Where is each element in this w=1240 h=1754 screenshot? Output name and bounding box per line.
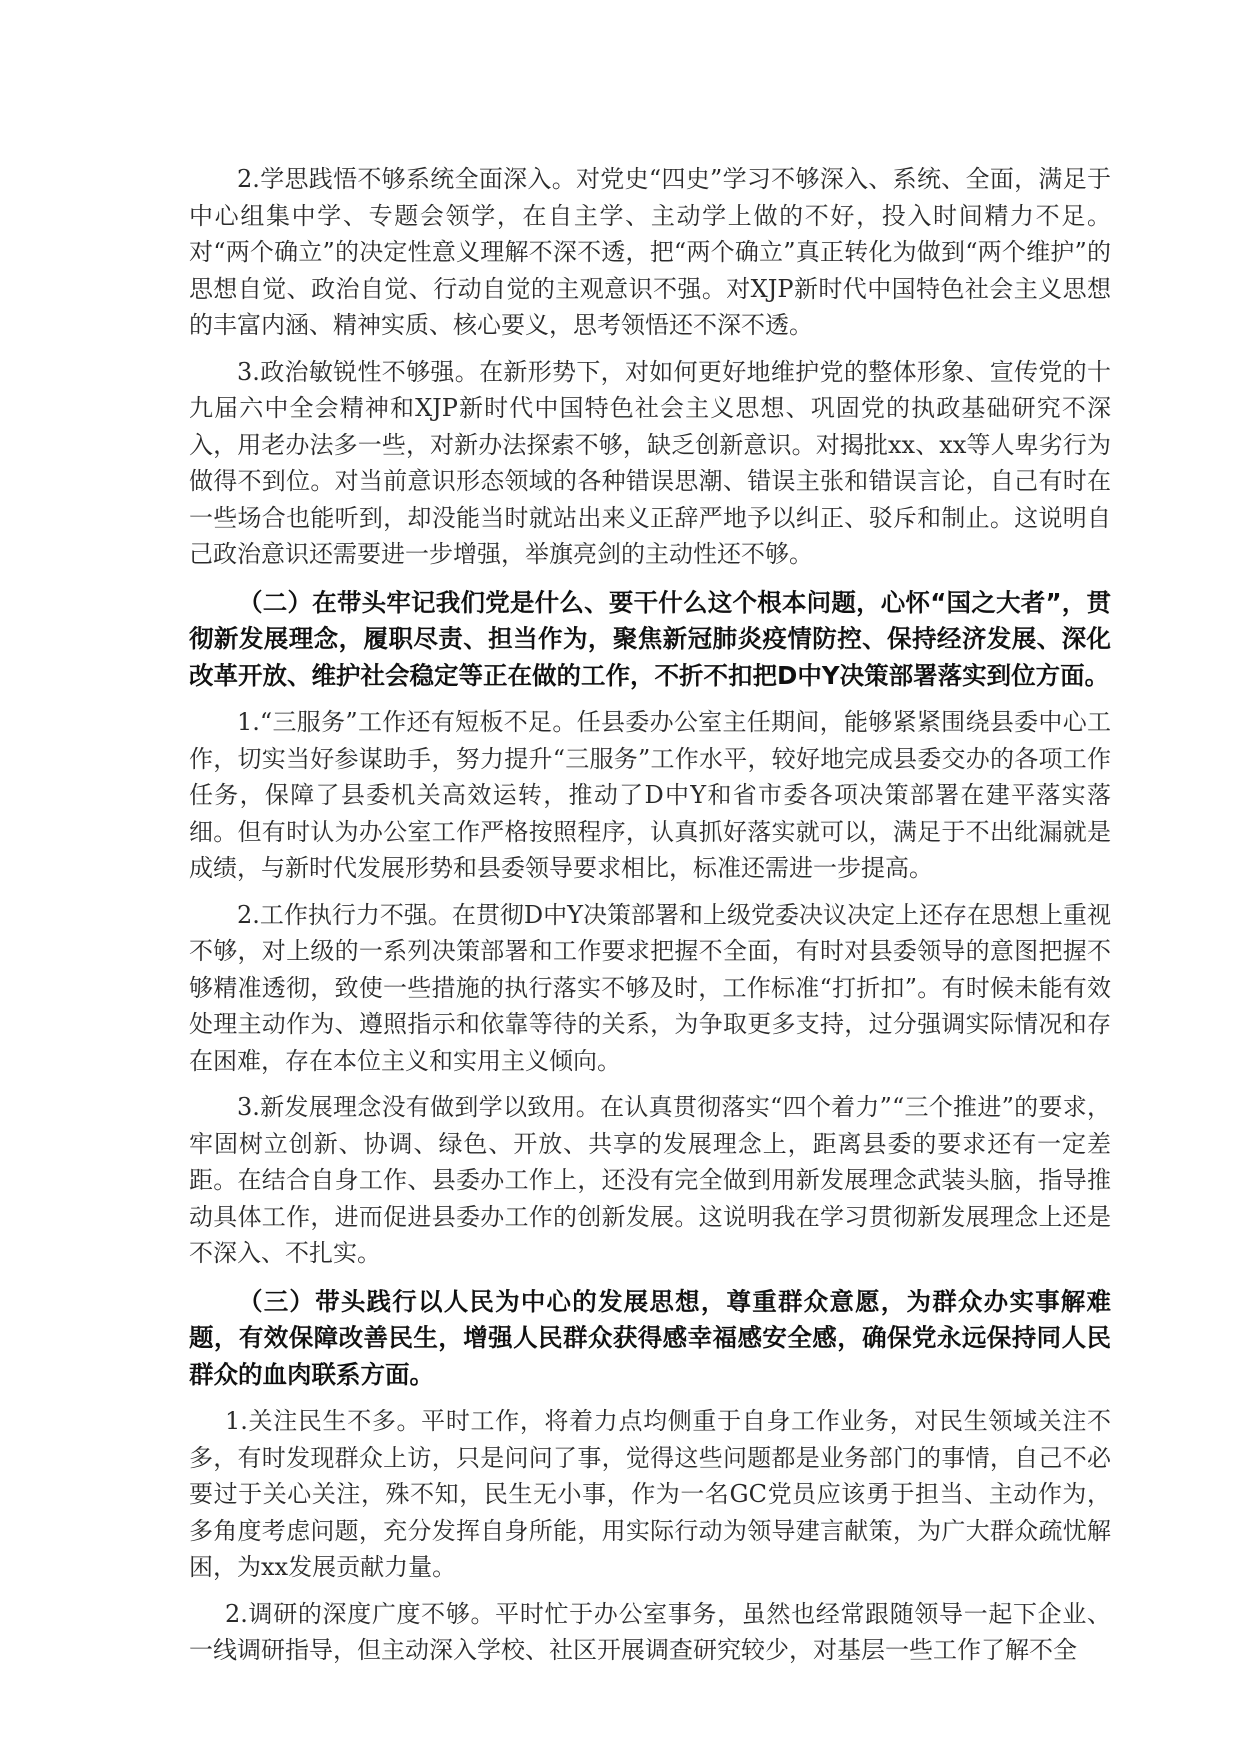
paragraph-political-sensitivity: 3.政治敏锐性不够强。在新形势下，对如何更好地维护党的整体形象、宣传党的十九届六中全会精神和XJP新时代中国特色社会主义思想、巩固党的执政基础研究不深入，用老办法多一些，对新办法探索不够，缺乏创新意识。对揭批xx、xx等人卑劣行为做得不到位。对当前意识形态领域的各种错误思潮、错误主张和错误言论，自己有时在一些场合也能听到，却没能当时就站出来义正辞严地予以纠正、驳斥和制止。这说明自己政治意识还需要进一步增强，举旗亮剑的主动性还不够。 [189,357,1111,568]
paragraph-political-study: 2.学思践悟不够系统全面深入。对党史“四史”学习不够深入、系统、全面，满足于中心组集中学、专题会领学，在自主学、主动学上做的不好，投入时间精力不足。对“两个确立”的决定性意义理解不深不透，把“两个确立”真正转化为做到“两个维护”的思想自觉、政治自觉、行动自觉的主观意识不强。对XJP新时代中国特色社会主义思想的丰富内涵、精神实质、核心要义，思考领悟还不深不透。 [189,165,1111,339]
paragraph-research-depth: 2.调研的深度广度不够。平时忙于办公室事务，虽然也经常跟随领导一起下企业、一线调研指导，但主动深入学校、社区开展调查研究较少，对基层一些工作了解不全 [189,1599,1111,1664]
section-heading-three: （三）带头践行以人民为中心的发展思想，尊重群众意愿，为群众办实事解难题，有效保障改善民生，增强人民群众获得感幸福感安全感，确保党永远保持同人民群众的血肉联系方面。 [189,1286,1111,1389]
paragraph-livelihood: 1.关注民生不多。平时工作，将着力点均侧重于自身工作业务，对民生领域关注不多，有时发现群众上访，只是问问了事，觉得这些问题都是业务部门的事情，自己不必要过于关心关注，殊不知，民生无小事，作为一名GC党员应该勇于担当、主动作为，多角度考虑问题，充分发挥自身所能，用实际行动为领导建言献策，为广大群众疏忧解困，为xx发展贡献力量。 [189,1407,1111,1581]
section-heading-two: （二）在带头牢记我们党是什么、要干什么这个根本问题，心怀“国之大者”，贯彻新发展理念，履职尽责、担当作为，聚焦新冠肺炎疫情防控、保持经济发展、深化改革开放、维护社会稳定等正在做的工作，不折不扣把D中Y决策部署落实到位方面。 [189,587,1111,690]
paragraph-new-development-concept: 3.新发展理念没有做到学以致用。在认真贯彻落实“四个着力”“三个推进”的要求，牢固树立创新、协调、绿色、开放、共享的发展理念上，距离县委的要求还有一定差距。在结合自身工作、县委办工作上，还没有完全做到用新发展理念武装头脑，指导推动具体工作，进而促进县委办工作的创新发展。这说明我在学习贯彻新发展理念上还是不深入、不扎实。 [189,1093,1111,1267]
paragraph-three-services: 1.“三服务”工作还有短板不足。任县委办公室主任期间，能够紧紧围绕县委中心工作，切实当好参谋助手，努力提升“三服务”工作水平，较好地完成县委交办的各项工作任务，保障了县委机关高效运转，推动了D中Y和省市委各项决策部署在建平落实落细。但有时认为办公室工作严格按照程序，认真抓好落实就可以，满足于不出纰漏就是成绩，与新时代发展形势和县委领导要求相比，标准还需进一步提高。 [189,708,1111,882]
document-page [189,161,1111,1669]
paragraph-execution: 2.工作执行力不强。在贯彻D中Y决策部署和上级党委决议决定上还存在思想上重视不够，对上级的一系列决策部署和工作要求把握不全面，有时对县委领导的意图把握不够精准透彻，致使一些措施的执行落实不够及时，工作标准“打折扣”。有时候未能有效处理主动作为、遵照指示和依靠等待的关系，为争取更多支持，过分强调实际情况和存在困难，存在本位主义和实用主义倾向。 [189,900,1111,1075]
